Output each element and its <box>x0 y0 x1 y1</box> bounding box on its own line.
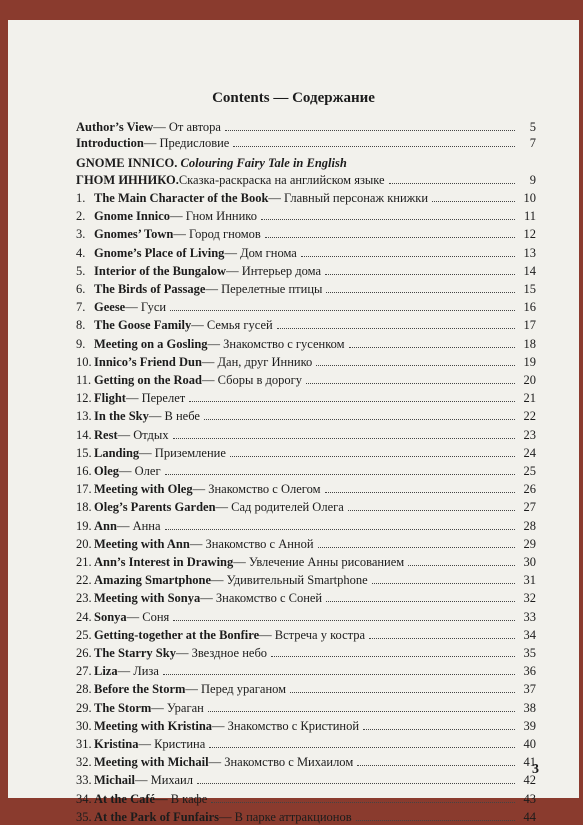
entry-title-russian: — Предисловие <box>143 136 230 150</box>
entry-title-russian: — Приземление <box>139 446 226 460</box>
entry-number: 19. <box>76 519 92 533</box>
entry-title-russian: — В кафе <box>155 792 208 806</box>
entry-number: 16. <box>76 464 92 478</box>
entry-title: Introduction <box>76 136 144 150</box>
dot-leader <box>189 400 515 402</box>
entry-title-russian: — Кристина <box>138 737 206 751</box>
entry-page-number: 37 <box>523 682 536 696</box>
entry-title-russian: — Знакомство с Михаилом <box>208 755 354 769</box>
dot-leader <box>211 801 515 803</box>
entry-title-russian: — Перелетные птицы <box>205 282 323 296</box>
dot-leader <box>348 509 515 511</box>
toc-entry <box>76 445 536 461</box>
dot-leader <box>432 200 515 202</box>
entry-number: 18. <box>76 500 92 514</box>
entry-number: 24. <box>76 610 92 624</box>
dot-leader <box>357 764 515 766</box>
toc-entry-part <box>76 172 536 188</box>
entry-number: 9. <box>76 337 86 351</box>
part-title <box>76 156 347 171</box>
entry-title: Meeting with Ann <box>94 537 190 551</box>
toc-entry <box>76 809 536 825</box>
entry-title-russian: — Олег <box>119 464 161 478</box>
toc-entry-front <box>76 135 536 151</box>
entry-page-number: 36 <box>523 664 536 678</box>
entry-page-number: 9 <box>529 173 536 187</box>
entry-number: 14. <box>76 428 92 442</box>
entry-number: 28. <box>76 682 92 696</box>
dot-leader <box>165 528 515 530</box>
toc-entry <box>76 754 536 770</box>
dot-leader <box>277 327 515 329</box>
dot-leader <box>208 710 515 712</box>
entry-number: 15. <box>76 446 92 460</box>
toc-entry <box>76 718 536 734</box>
entry-page-number: 38 <box>523 701 536 715</box>
dot-leader <box>356 819 515 821</box>
toc-entry <box>76 190 536 206</box>
entry-title: Gnomes’ Town <box>94 227 174 241</box>
entry-title-russian: — Интерьер дома <box>226 264 322 278</box>
entry-title-russian: — Увлечение Анны рисованием <box>233 555 405 569</box>
toc-entry <box>76 736 536 752</box>
entry-page-number: 26 <box>523 482 536 496</box>
dot-leader <box>325 273 515 275</box>
dot-leader <box>233 145 515 147</box>
entry-title-russian: — Семья гусей <box>191 318 273 332</box>
entry-page-number: 12 <box>523 227 536 241</box>
entry-number: 34. <box>76 792 92 806</box>
entry-page-number: 28 <box>523 519 536 533</box>
entry-number: 13. <box>76 409 92 423</box>
part-title-bold: GNOME INNICO. <box>76 156 181 170</box>
entry-title: Ann’s Interest in Drawing <box>94 555 234 569</box>
entry-page-number: 24 <box>523 446 536 460</box>
toc-entry <box>76 499 536 515</box>
dot-leader <box>204 418 515 420</box>
entry-title-russian: — Знакомство с Олегом <box>192 482 321 496</box>
toc-entry <box>76 463 536 479</box>
entry-number: 22. <box>76 573 92 587</box>
entry-number: 35. <box>76 810 92 824</box>
entry-number: 11. <box>76 373 92 387</box>
entry-title-russian: — Перед ураганом <box>185 682 287 696</box>
toc-entry <box>76 281 536 297</box>
dot-leader <box>209 746 515 748</box>
dot-leader <box>408 564 515 566</box>
dot-leader <box>225 129 515 131</box>
entry-title-russian: — Знакомство с гусенком <box>207 337 345 351</box>
toc-entry <box>76 390 536 406</box>
entry-number: 1. <box>76 191 86 205</box>
entry-title: Gnome’s Place of Living <box>94 246 225 260</box>
toc-entry <box>76 536 536 552</box>
entry-number: 20. <box>76 537 92 551</box>
entry-title: At the Park of Funfairs <box>94 810 219 824</box>
toc-entry <box>76 700 536 716</box>
entry-number: 23. <box>76 591 92 605</box>
entry-title: Oleg <box>94 464 119 478</box>
entry-title: Interior of the Bungalow <box>94 264 227 278</box>
dot-leader <box>173 619 515 621</box>
entry-title-russian: — Город гномов <box>173 227 261 241</box>
entry-page-number: 18 <box>523 337 536 351</box>
toc-entry <box>76 336 536 352</box>
entry-page-number: 21 <box>523 391 536 405</box>
entry-title: Ann <box>94 519 117 533</box>
toc-entry <box>76 609 536 625</box>
dot-leader <box>372 582 515 584</box>
entry-title-russian: — Звездное небо <box>175 646 268 660</box>
entry-title: Before the Storm <box>94 682 186 696</box>
entry-title: Author’s View <box>76 120 154 134</box>
entry-page-number: 32 <box>523 591 536 605</box>
entry-page-number: 34 <box>523 628 536 642</box>
entry-title: In the Sky <box>94 409 149 423</box>
toc-entry <box>76 208 536 224</box>
entry-number: 8. <box>76 318 86 332</box>
page-number: 3 <box>532 762 539 777</box>
entry-title: Getting on the Road <box>94 373 202 387</box>
dot-leader <box>326 600 515 602</box>
dot-leader <box>271 655 515 657</box>
entry-page-number: 11 <box>523 209 536 223</box>
entry-title-russian: — Ураган <box>151 701 204 715</box>
dot-leader <box>261 218 515 220</box>
entry-page-number: 41 <box>523 755 536 769</box>
entry-title-russian: — Перелет <box>125 391 186 405</box>
entry-page-number: 42 <box>523 773 536 787</box>
dot-leader <box>326 291 515 293</box>
entry-page-number: 15 <box>523 282 536 296</box>
toc-entry <box>76 408 536 424</box>
entry-number: 31. <box>76 737 92 751</box>
book-page <box>8 20 579 824</box>
entry-title: Meeting on a Gosling <box>94 337 208 351</box>
toc-entry <box>76 590 536 606</box>
entry-title-russian: — Сборы в дорогу <box>202 373 303 387</box>
toc-entry <box>76 354 536 370</box>
page-heading: Contents — Содержание <box>212 90 375 106</box>
entry-title: Flight <box>94 391 126 405</box>
toc-entry <box>76 427 536 443</box>
entry-page-number: 5 <box>529 120 536 134</box>
entry-title-russian: — Удивительный Smartphone <box>211 573 368 587</box>
entry-title-russian: — В парке аттракционов <box>219 810 352 824</box>
toc-entry <box>76 772 536 788</box>
entry-title: Sonya <box>94 610 127 624</box>
entry-title-russian: — Знакомство с Кристиной <box>212 719 360 733</box>
entry-number: 2. <box>76 209 86 223</box>
entry-page-number: 10 <box>523 191 536 205</box>
entry-page-number: 25 <box>523 464 536 478</box>
entry-page-number: 20 <box>523 373 536 387</box>
entry-title: Gnome Innico <box>94 209 171 223</box>
entry-title-russian: — Встреча у костра <box>259 628 366 642</box>
toc-entry <box>76 226 536 242</box>
dot-leader <box>173 437 515 439</box>
entry-title-russian: — Гном Иннико <box>170 209 257 223</box>
entry-number: 29. <box>76 701 92 715</box>
entry-number: 5. <box>76 264 86 278</box>
entry-number: 12. <box>76 391 92 405</box>
entry-title-russian: — Отдых <box>117 428 169 442</box>
toc-entry <box>76 627 536 643</box>
toc-entry <box>76 317 536 333</box>
entry-title-russian: Сказка-раскраска на английском языке <box>178 173 385 187</box>
entry-title: Landing <box>94 446 140 460</box>
entry-number: 21. <box>76 555 92 569</box>
entry-title-russian: — Дан, друг Иннико <box>201 355 313 369</box>
entry-title-russian: — От автора <box>153 120 221 134</box>
toc-entry <box>76 263 536 279</box>
dot-leader <box>301 255 515 257</box>
entry-title: The Main Character of the Book <box>94 191 269 205</box>
entry-number: 4. <box>76 246 86 260</box>
entry-title: The Starry Sky <box>94 646 176 660</box>
entry-title-russian: — Михаил <box>134 773 193 787</box>
entry-number: 17. <box>76 482 92 496</box>
entry-page-number: 35 <box>523 646 536 660</box>
entry-number: 10. <box>76 355 92 369</box>
dot-leader <box>290 691 515 693</box>
entry-page-number: 13 <box>523 246 536 260</box>
dot-leader <box>318 546 515 548</box>
dot-leader <box>369 637 515 639</box>
entry-number: 32. <box>76 755 92 769</box>
entry-page-number: 30 <box>523 555 536 569</box>
dot-leader <box>349 346 515 348</box>
entry-number: 3. <box>76 227 86 241</box>
entry-title: Amazing Smartphone <box>94 573 212 587</box>
toc-entry-front <box>76 119 536 135</box>
entry-page-number: 16 <box>523 300 536 314</box>
dot-leader <box>165 473 515 475</box>
entry-page-number: 19 <box>523 355 536 369</box>
entry-title: Oleg’s Parents Garden <box>94 500 216 514</box>
entry-page-number: 31 <box>523 573 536 587</box>
entry-title: The Storm <box>94 701 152 715</box>
entry-number: 30. <box>76 719 92 733</box>
toc-entry <box>76 554 536 570</box>
toc-entry <box>76 372 536 388</box>
entry-page-number: 17 <box>523 318 536 332</box>
dot-leader <box>163 673 515 675</box>
entry-page-number: 27 <box>523 500 536 514</box>
entry-title: ГНОМ ИННИКО. <box>76 173 179 187</box>
entry-page-number: 33 <box>523 610 536 624</box>
entry-title-russian: — Гуси <box>125 300 167 314</box>
toc-entry <box>76 299 536 315</box>
entry-number: 7. <box>76 300 86 314</box>
toc-entry <box>76 572 536 588</box>
entry-title: At the Café <box>94 792 156 806</box>
entry-title: Meeting with Kristina <box>94 719 213 733</box>
entry-title: Rest <box>94 428 118 442</box>
entry-page-number: 23 <box>523 428 536 442</box>
entry-page-number: 14 <box>523 264 536 278</box>
entry-number: 25. <box>76 628 92 642</box>
entry-page-number: 7 <box>529 136 536 150</box>
entry-title-russian: — Лиза <box>117 664 159 678</box>
entry-page-number: 43 <box>523 792 536 806</box>
toc-entry <box>76 791 536 807</box>
entry-page-number: 39 <box>523 719 536 733</box>
entry-title-russian: — Знакомство с Соней <box>200 591 323 605</box>
entry-title: Liza <box>94 664 118 678</box>
entry-title: Michail <box>94 773 135 787</box>
entry-title-russian: — Сад родителей Олега <box>215 500 344 514</box>
dot-leader <box>230 455 515 457</box>
entry-title-russian: — В небе <box>148 409 200 423</box>
entry-title-russian: — Дом гнома <box>224 246 297 260</box>
entry-page-number: 44 <box>523 810 536 824</box>
entry-title: Innico’s Friend Dun <box>94 355 202 369</box>
entry-title: Meeting with Sonya <box>94 591 201 605</box>
entry-number: 6. <box>76 282 86 296</box>
dot-leader <box>197 782 515 784</box>
dot-leader <box>325 491 515 493</box>
entry-title: The Goose Family <box>94 318 192 332</box>
part-title-italic: Colouring Fairy Tale in English <box>180 156 347 170</box>
entry-title-russian: — Соня <box>126 610 170 624</box>
dot-leader <box>389 182 515 184</box>
entry-title: Meeting with Michail <box>94 755 209 769</box>
entry-number: 27. <box>76 664 92 678</box>
entry-page-number: 29 <box>523 537 536 551</box>
toc-entry <box>76 681 536 697</box>
entry-title-russian: — Анна <box>116 519 161 533</box>
toc-entry <box>76 663 536 679</box>
entry-title-russian: — Главный персонаж книжки <box>268 191 429 205</box>
entry-title: The Birds of Passage <box>94 282 206 296</box>
toc-entry <box>76 245 536 261</box>
toc-entry <box>76 481 536 497</box>
dot-leader <box>363 728 515 730</box>
entry-title-russian: — Знакомство с Анной <box>189 537 314 551</box>
dot-leader <box>170 309 515 311</box>
toc-entry <box>76 518 536 534</box>
entry-page-number: 22 <box>523 409 536 423</box>
entry-number: 33. <box>76 773 92 787</box>
entry-title: Kristina <box>94 737 139 751</box>
dot-leader <box>316 364 515 366</box>
entry-number: 26. <box>76 646 92 660</box>
entry-title: Getting-together at the Bonfire <box>94 628 260 642</box>
dot-leader <box>306 382 515 384</box>
toc-entry <box>76 645 536 661</box>
dot-leader <box>265 236 515 238</box>
entry-title: Geese <box>94 300 126 314</box>
entry-page-number: 40 <box>523 737 536 751</box>
entry-title: Meeting with Oleg <box>94 482 193 496</box>
